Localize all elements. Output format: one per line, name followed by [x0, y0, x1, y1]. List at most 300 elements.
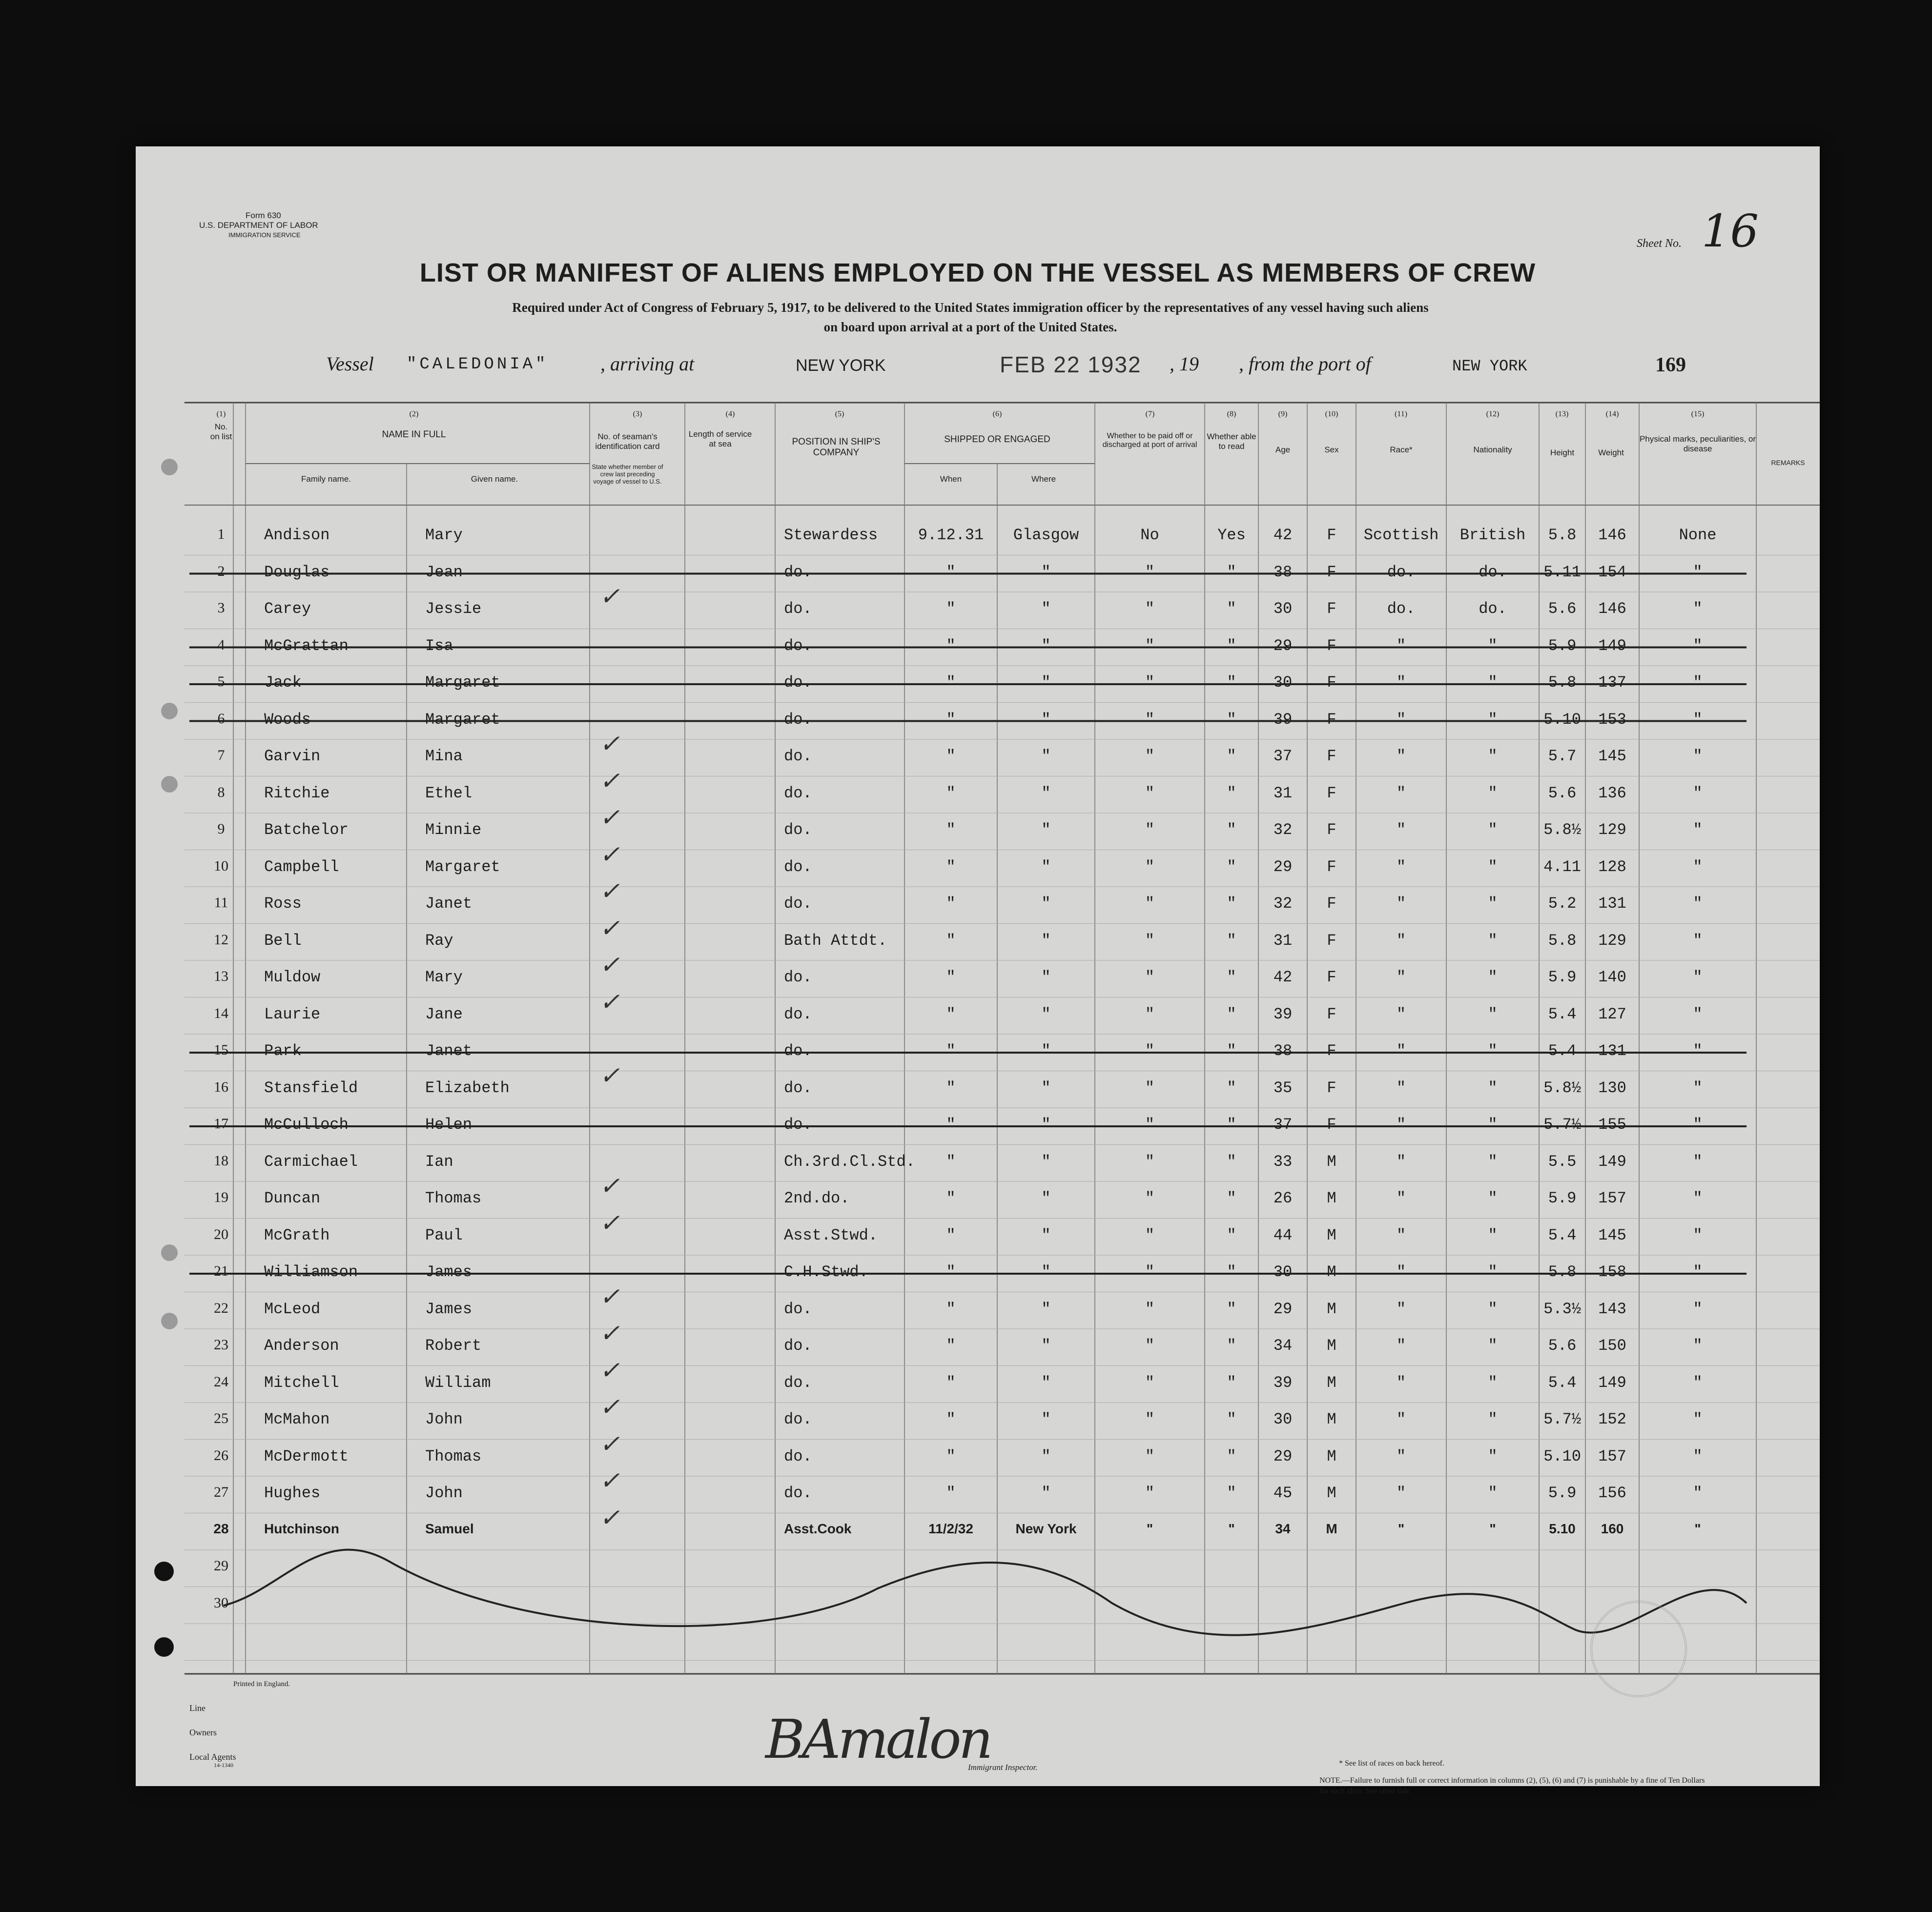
- cell-weight: 149: [1598, 1152, 1626, 1171]
- cell-when: ": [946, 857, 956, 876]
- cell-no: 10: [214, 857, 228, 874]
- cell-family: Carmichael: [264, 1152, 358, 1171]
- check-mark: ✓: [599, 951, 620, 979]
- cell-height: 5.6: [1548, 600, 1577, 618]
- column-number: (9): [1278, 410, 1288, 418]
- cell-sex: F: [1327, 784, 1336, 802]
- cell-sex: F: [1327, 1042, 1336, 1060]
- cell-no: 23: [214, 1337, 228, 1353]
- cell-nationality: ": [1488, 710, 1498, 729]
- cell-race: ": [1396, 1263, 1406, 1281]
- cell-marks: ": [1693, 1410, 1703, 1428]
- column-number: (3): [633, 410, 642, 418]
- check-mark: ✓: [599, 582, 620, 610]
- cell-paid: ": [1145, 747, 1155, 765]
- header-when: When: [940, 474, 962, 484]
- cell-paid: No: [1140, 526, 1159, 544]
- cell-sex: F: [1327, 968, 1336, 986]
- cell-height: 5.6: [1548, 1337, 1577, 1355]
- cell-marks: ": [1694, 1521, 1701, 1536]
- header-shipped-or-engaged: SHIPPED OR ENGAGED: [944, 434, 1050, 445]
- cell-race: ": [1396, 1373, 1406, 1392]
- cell-family: McLeod: [264, 1300, 321, 1318]
- cell-read: ": [1227, 1410, 1236, 1428]
- column-number: (14): [1605, 410, 1619, 418]
- cell-read: ": [1227, 563, 1236, 581]
- cell-family: Woods: [264, 710, 311, 729]
- cell-weight: 156: [1598, 1484, 1626, 1502]
- check-mark: ✓: [599, 914, 620, 942]
- cell-sex: F: [1327, 1078, 1336, 1097]
- punch-hole: [161, 703, 178, 719]
- cell-when: ": [946, 1189, 956, 1207]
- cell-weight: 131: [1598, 895, 1626, 913]
- cell-given: Jane: [425, 1005, 463, 1023]
- cell-height: 5.6: [1548, 784, 1577, 802]
- cell-family: Jack: [264, 673, 302, 692]
- cell-no: 6: [217, 710, 225, 727]
- cell-marks: ": [1693, 821, 1703, 839]
- header-seaman-card-note: State whether member of crew last preceding voyage of vessel to U.S.: [592, 463, 663, 485]
- cell-paid: ": [1145, 1373, 1155, 1392]
- cell-when: ": [946, 895, 956, 913]
- cell-read: ": [1227, 600, 1236, 618]
- cell-where: ": [1041, 931, 1051, 950]
- cell-position: Asst.Stwd.: [784, 1226, 878, 1244]
- cell-no: 8: [217, 784, 225, 800]
- cell-height: 5.9: [1548, 636, 1577, 655]
- cell-race: ": [1396, 1226, 1406, 1244]
- cell-where: New York: [1015, 1521, 1077, 1536]
- cell-race: do.: [1387, 600, 1416, 618]
- cell-read: ": [1227, 1484, 1236, 1502]
- cell-sex: M: [1327, 1226, 1336, 1244]
- cell-nationality: ": [1488, 1189, 1498, 1207]
- header-no-on-list: No. on list: [210, 422, 232, 441]
- cell-family: Ritchie: [264, 784, 330, 802]
- cell-given: Margaret: [425, 710, 500, 729]
- cell-nationality: ": [1488, 931, 1498, 950]
- cell-read: ": [1227, 1447, 1236, 1465]
- cell-where: ": [1041, 784, 1051, 802]
- cell-no: 30: [214, 1594, 228, 1611]
- cell-where: ": [1041, 1042, 1051, 1060]
- cell-nationality: do.: [1479, 563, 1507, 581]
- cell-weight: 129: [1598, 931, 1626, 950]
- cell-read: ": [1227, 1152, 1236, 1171]
- cell-paid: ": [1145, 1078, 1155, 1097]
- cell-position: Bath Attdt.: [784, 931, 887, 950]
- cell-age: 30: [1273, 1263, 1293, 1281]
- cell-marks: ": [1693, 1447, 1703, 1465]
- cell-weight: 130: [1598, 1078, 1626, 1097]
- cell-height: 5.8½: [1543, 1078, 1581, 1097]
- cell-race: ": [1396, 636, 1406, 655]
- cell-where: ": [1041, 1300, 1051, 1318]
- cell-paid: ": [1145, 821, 1155, 839]
- cell-nationality: ": [1488, 673, 1498, 692]
- column-number: (6): [992, 410, 1002, 418]
- cell-family: McGrath: [264, 1226, 330, 1244]
- cell-paid: ": [1145, 1042, 1155, 1060]
- cell-marks: ": [1693, 636, 1703, 655]
- cell-no: 5: [217, 673, 225, 690]
- cell-position: do.: [784, 636, 812, 655]
- cell-where: ": [1041, 1447, 1051, 1465]
- cell-marks: ": [1693, 673, 1703, 692]
- cell-when: ": [946, 636, 956, 655]
- cell-paid: ": [1145, 1337, 1155, 1355]
- cell-where: ": [1041, 1226, 1051, 1244]
- cell-when: ": [946, 821, 956, 839]
- header-position: POSITION IN SHIP'S COMPANY: [792, 437, 881, 458]
- cell-race: ": [1396, 1005, 1406, 1023]
- cell-family: Batchelor: [264, 821, 349, 839]
- cell-when: ": [946, 1226, 956, 1244]
- cell-height: 5.5: [1548, 1152, 1577, 1171]
- inspector-signature: BAmalon: [765, 1708, 990, 1770]
- cell-age: 32: [1273, 895, 1293, 913]
- cell-age: 29: [1273, 1300, 1293, 1318]
- cell-family: McCulloch: [264, 1116, 349, 1134]
- cell-marks: None: [1679, 526, 1717, 544]
- cell-read: Yes: [1217, 526, 1246, 544]
- cell-age: 30: [1273, 673, 1293, 692]
- cell-position: do.: [784, 1005, 812, 1023]
- column-number: (8): [1227, 410, 1236, 418]
- cell-given: John: [425, 1484, 463, 1502]
- cell-age: 35: [1273, 1078, 1293, 1097]
- cell-when: ": [946, 1447, 956, 1465]
- cell-sex: M: [1327, 1337, 1336, 1355]
- cell-weight: 145: [1598, 747, 1626, 765]
- cell-sex: F: [1327, 1005, 1336, 1023]
- cell-nationality: British: [1459, 526, 1526, 544]
- header-family-name: Family name.: [301, 474, 351, 484]
- cell-family: Andison: [264, 526, 330, 544]
- check-mark: ✓: [599, 803, 620, 832]
- cell-where: ": [1041, 1189, 1051, 1207]
- cell-when: ": [946, 1373, 956, 1392]
- cell-given: Janet: [425, 1042, 473, 1060]
- cell-height: 5.8: [1548, 673, 1577, 692]
- cell-position: do.: [784, 784, 812, 802]
- cell-weight: 146: [1598, 526, 1626, 544]
- vessel-name: "CALEDONIA": [407, 355, 549, 374]
- cell-read: ": [1227, 968, 1236, 986]
- cell-given: Isa: [425, 636, 453, 655]
- cell-sex: M: [1327, 1410, 1336, 1428]
- cell-paid: ": [1145, 1226, 1155, 1244]
- cell-age: 33: [1273, 1152, 1293, 1171]
- cell-no: 18: [214, 1152, 228, 1169]
- cell-read: ": [1227, 673, 1236, 692]
- cell-height: 5.8½: [1543, 821, 1581, 839]
- header-age: Age: [1275, 445, 1291, 454]
- penalty-note: NOTE.—Failure to furnish full or correct information in columns (2), (5), (6) and (7) is punishable by a fine of Ten Dollars for each alien. See other side.: [1319, 1776, 1705, 1796]
- cell-race: ": [1396, 1337, 1406, 1355]
- header-remarks: REMARKS: [1771, 459, 1805, 467]
- cell-paid: ": [1145, 1484, 1155, 1502]
- cell-nationality: ": [1488, 1152, 1498, 1171]
- check-mark: ✓: [599, 840, 620, 869]
- cell-height: 5.9: [1548, 968, 1577, 986]
- cell-weight: 140: [1598, 968, 1626, 986]
- cell-sex: F: [1327, 747, 1336, 765]
- cell-position: do.: [784, 673, 812, 692]
- cell-given: Margaret: [425, 673, 500, 692]
- column-number: (15): [1691, 410, 1705, 418]
- cell-no: 12: [214, 931, 228, 948]
- cell-when: ": [946, 1005, 956, 1023]
- cell-family: McGrattan: [264, 636, 349, 655]
- cell-age: 42: [1273, 968, 1293, 986]
- check-mark: ✓: [599, 1356, 620, 1384]
- cell-position: 2nd.do.: [784, 1189, 850, 1207]
- cell-marks: ": [1693, 600, 1703, 618]
- cell-given: Robert: [425, 1337, 482, 1355]
- cell-sex: F: [1327, 636, 1336, 655]
- cell-weight: 128: [1598, 857, 1626, 876]
- cell-sex: F: [1327, 857, 1336, 876]
- inspector-label: Immigrant Inspector.: [968, 1763, 1038, 1772]
- cell-nationality: ": [1488, 857, 1498, 876]
- cell-where: ": [1041, 636, 1051, 655]
- cell-weight: 155: [1598, 1116, 1626, 1134]
- cell-position: do.: [784, 1116, 812, 1134]
- cell-weight: 154: [1598, 563, 1626, 581]
- printed-in-note: Printed in England.: [233, 1680, 290, 1688]
- punch-hole: [161, 459, 178, 475]
- cell-family: McMahon: [264, 1410, 330, 1428]
- cell-read: ": [1227, 1116, 1236, 1134]
- punch-hole: [161, 1313, 178, 1329]
- cell-given: James: [425, 1263, 473, 1281]
- cell-race: ": [1396, 747, 1406, 765]
- column-number: (4): [725, 410, 735, 418]
- cell-family: Douglas: [264, 563, 330, 581]
- cell-age: 29: [1273, 636, 1293, 655]
- cell-weight: 152: [1598, 1410, 1626, 1428]
- cell-height: 5.10: [1543, 1447, 1581, 1465]
- cell-family: Laurie: [264, 1005, 321, 1023]
- cell-weight: 137: [1598, 673, 1626, 692]
- column-number: (12): [1486, 410, 1500, 418]
- cell-marks: ": [1693, 1337, 1703, 1355]
- cell-paid: ": [1145, 931, 1155, 950]
- cell-race: ": [1396, 710, 1406, 729]
- check-mark: ✓: [599, 1503, 620, 1532]
- cell-sex: F: [1327, 895, 1336, 913]
- cell-where: ": [1041, 1263, 1051, 1281]
- cell-paid: ": [1145, 1116, 1155, 1134]
- cell-paid: ": [1146, 1521, 1153, 1536]
- cell-given: Paul: [425, 1226, 463, 1244]
- check-mark: ✓: [599, 730, 620, 758]
- cell-family: Duncan: [264, 1189, 321, 1207]
- cell-family: McDermott: [264, 1447, 349, 1465]
- cell-given: Mina: [425, 747, 463, 765]
- cell-race: ": [1398, 1521, 1405, 1536]
- cell-nationality: ": [1488, 895, 1498, 913]
- from-port-label: , from the port of: [1239, 353, 1371, 375]
- cell-no: 16: [214, 1078, 228, 1095]
- cell-position: do.: [784, 1410, 812, 1428]
- cell-where: ": [1041, 600, 1051, 618]
- cell-height: 5.7: [1548, 747, 1577, 765]
- cell-race: ": [1396, 857, 1406, 876]
- owners-label: Owners: [189, 1728, 217, 1737]
- service-name: IMMIGRATION SERVICE: [228, 231, 301, 239]
- cell-read: ": [1227, 821, 1236, 839]
- cell-where: ": [1041, 1078, 1051, 1097]
- cell-marks: ": [1693, 1226, 1703, 1244]
- cell-position: do.: [784, 857, 812, 876]
- cell-paid: ": [1145, 636, 1155, 655]
- cell-nationality: ": [1488, 784, 1498, 802]
- cell-race: ": [1396, 1300, 1406, 1318]
- cell-height: 5.7½: [1543, 1410, 1581, 1428]
- cell-where: ": [1041, 1116, 1051, 1134]
- cell-no: 9: [217, 821, 225, 837]
- cell-age: 34: [1273, 1337, 1293, 1355]
- check-mark: ✓: [599, 877, 620, 905]
- cell-family: Hughes: [264, 1484, 321, 1502]
- subtitle-line-1: Required under Act of Congress of February 5, 1917, to be delivered to the United States immigration officer by the representatives of any vessel having such aliens: [512, 300, 1429, 315]
- check-mark: ✓: [599, 1208, 620, 1237]
- cell-weight: 146: [1598, 600, 1626, 618]
- cell-race: do.: [1387, 563, 1416, 581]
- header-physical-marks: Physical marks, peculiarities, or disease: [1639, 434, 1756, 453]
- cell-weight: 149: [1598, 1373, 1626, 1392]
- cell-height: 5.4: [1548, 1226, 1577, 1244]
- cell-age: 37: [1273, 747, 1293, 765]
- cell-where: ": [1041, 563, 1051, 581]
- cell-when: ": [946, 931, 956, 950]
- cell-when: ": [946, 1300, 956, 1318]
- header-name-in-full: NAME IN FULL: [382, 429, 446, 440]
- cell-nationality: ": [1489, 1521, 1496, 1536]
- cell-weight: 136: [1598, 784, 1626, 802]
- cell-height: 5.10: [1549, 1521, 1576, 1536]
- arriving-port: NEW YORK: [796, 356, 886, 375]
- cell-paid: ": [1145, 784, 1155, 802]
- department-name: U.S. DEPARTMENT OF LABOR: [199, 221, 318, 230]
- cell-position: do.: [784, 600, 812, 618]
- cell-no: 25: [214, 1410, 228, 1426]
- cell-nationality: ": [1488, 968, 1498, 986]
- check-mark: ✓: [599, 1466, 620, 1495]
- cell-when: ": [946, 710, 956, 729]
- cell-age: 32: [1273, 821, 1293, 839]
- cell-read: ": [1227, 1226, 1236, 1244]
- cell-race: ": [1396, 1152, 1406, 1171]
- cell-read: ": [1227, 710, 1236, 729]
- cell-where: ": [1041, 673, 1051, 692]
- cell-sex: M: [1326, 1521, 1337, 1536]
- cell-age: 31: [1273, 784, 1293, 802]
- cell-race: ": [1396, 1116, 1406, 1134]
- cell-no: 13: [214, 968, 228, 984]
- cell-height: 5.3½: [1543, 1300, 1581, 1318]
- cell-height: 5.9: [1548, 1189, 1577, 1207]
- header-seaman-card: No. of seaman's identification card: [595, 432, 660, 451]
- cell-height: 5.10: [1543, 710, 1581, 729]
- cell-family: Williamson: [264, 1263, 358, 1281]
- cell-position: do.: [784, 1337, 812, 1355]
- cell-race: ": [1396, 1078, 1406, 1097]
- cell-family: Anderson: [264, 1337, 339, 1355]
- header-race: Race*: [1390, 445, 1413, 454]
- cell-read: ": [1227, 1373, 1236, 1392]
- vessel-label: Vessel: [326, 353, 374, 375]
- cell-position: C.H.Stwd.: [784, 1263, 868, 1281]
- cell-family: Campbell: [264, 857, 339, 876]
- cell-weight: 157: [1598, 1447, 1626, 1465]
- cell-height: 5.9: [1548, 1484, 1577, 1502]
- cell-position: do.: [784, 710, 812, 729]
- cell-given: Janet: [425, 895, 473, 913]
- header-height: Height: [1550, 448, 1575, 457]
- cell-nationality: ": [1488, 1078, 1498, 1097]
- cell-family: Muldow: [264, 968, 321, 986]
- cell-no: 2: [217, 563, 225, 579]
- cell-family: Ross: [264, 895, 302, 913]
- cell-read: ": [1227, 1189, 1236, 1207]
- cell-weight: 160: [1601, 1521, 1624, 1536]
- cell-where: ": [1041, 857, 1051, 876]
- check-mark: ✓: [599, 766, 620, 795]
- cell-no: 19: [214, 1189, 228, 1205]
- cell-position: Stewardess: [784, 526, 878, 544]
- cell-weight: 129: [1598, 821, 1626, 839]
- cell-age: 31: [1273, 931, 1293, 950]
- page-title: LIST OR MANIFEST OF ALIENS EMPLOYED ON THE VESSEL AS MEMBERS OF CREW: [419, 258, 1536, 287]
- header-sex: Sex: [1324, 445, 1339, 454]
- cell-read: ": [1227, 1263, 1236, 1281]
- cell-given: Samuel: [425, 1521, 474, 1536]
- cell-given: Helen: [425, 1116, 473, 1134]
- cell-paid: ": [1145, 1447, 1155, 1465]
- cell-sex: M: [1327, 1152, 1336, 1171]
- cell-no: 28: [213, 1521, 229, 1536]
- cell-no: 20: [214, 1226, 228, 1242]
- cell-given: Jean: [425, 563, 463, 581]
- cell-read: ": [1227, 1078, 1236, 1097]
- cell-where: ": [1041, 821, 1051, 839]
- cell-where: ": [1041, 1373, 1051, 1392]
- cell-nationality: ": [1488, 636, 1498, 655]
- cell-where: ": [1041, 1152, 1051, 1171]
- cell-weight: 131: [1598, 1042, 1626, 1060]
- cell-race: ": [1396, 1410, 1406, 1428]
- cell-sex: M: [1327, 1189, 1336, 1207]
- cell-where: ": [1041, 895, 1051, 913]
- cell-marks: ": [1693, 931, 1703, 950]
- punch-hole: [161, 776, 178, 793]
- cell-marks: ": [1693, 968, 1703, 986]
- local-agents-label: Local Agents: [189, 1752, 236, 1762]
- cell-family: Stansfield: [264, 1078, 358, 1097]
- cell-age: 29: [1273, 1447, 1293, 1465]
- cell-nationality: ": [1488, 1005, 1498, 1023]
- cell-when: ": [946, 1042, 956, 1060]
- cell-weight: 127: [1598, 1005, 1626, 1023]
- cell-given: Mary: [425, 526, 463, 544]
- cell-paid: ": [1145, 1189, 1155, 1207]
- cell-age: 38: [1273, 1042, 1293, 1060]
- cell-sex: F: [1327, 673, 1336, 692]
